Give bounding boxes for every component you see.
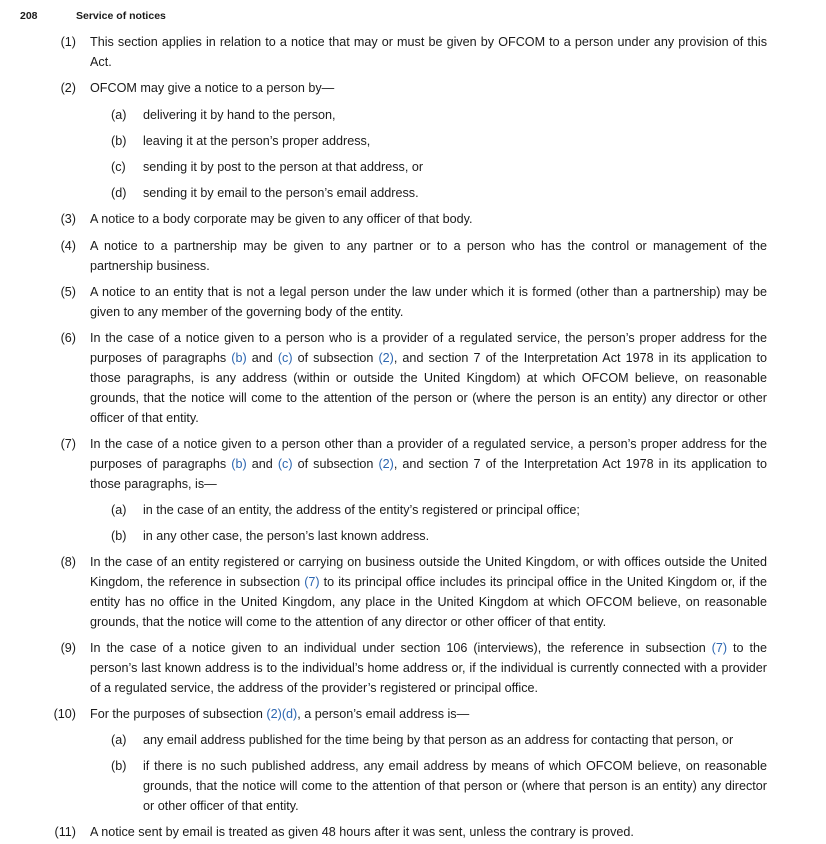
subsection-number: (4) xyxy=(60,239,76,253)
paragraph-text: sending it by post to the person at that address, or xyxy=(143,160,424,174)
cross-reference-link[interactable]: (b) xyxy=(231,351,247,365)
paragraph-label: (a) xyxy=(111,108,127,122)
subsection-text xyxy=(90,552,767,632)
subsection-number: (2) xyxy=(60,81,76,95)
subsection-text xyxy=(90,434,767,494)
section-title: Service of notices xyxy=(76,10,166,22)
text-run: to the person’s last known address is to the individual’s home address or, if the individual is currently connected with a provider of a regulated service, the address of the provider’s registered or principal office. xyxy=(90,641,767,695)
text-run: In the case of a notice given to an individual under section 106 (interviews), the reference in subsection xyxy=(90,641,712,655)
text-run: , a person’s email address is— xyxy=(297,707,470,721)
subsection-text xyxy=(90,704,767,724)
subsection-text: A notice to a partnership may be given to any partner or to a person who has the control or management of the partnership business. xyxy=(90,239,767,273)
subsection-text: A notice sent by email is treated as given 48 hours after it was sent, unless the contrary is proved. xyxy=(90,825,634,839)
cross-reference-link[interactable]: (c) xyxy=(277,351,293,365)
subsection-number: (3) xyxy=(60,212,76,226)
text-run: of subsection xyxy=(292,351,379,365)
subsection-number: (10) xyxy=(53,707,76,721)
paragraph-text: if there is no such published address, any email address by means of which OFCOM believe, on reasonable grounds, that the notice will come to the attention of that person or (where that person is an entity) any director or other officer of that entity. xyxy=(143,759,767,813)
paragraph-label: (a) xyxy=(111,503,127,517)
text-run: of subsection xyxy=(292,457,379,471)
subsection-number: (5) xyxy=(60,285,76,299)
subsection-number: (9) xyxy=(60,641,76,655)
section-number: 208 xyxy=(20,10,38,22)
subsection-number: (7) xyxy=(60,437,76,451)
cross-reference-link[interactable]: (7) xyxy=(711,641,728,655)
text-run: In the case of a notice given to a person who is a provider of a regulated service, the person’s proper address for the purposes of paragraphs xyxy=(90,331,767,365)
subsection-text: OFCOM may give a notice to a person by— xyxy=(90,81,335,95)
paragraph-label: (b) xyxy=(111,759,127,773)
subsection-number: (8) xyxy=(60,555,76,569)
paragraph-text: sending it by email to the person’s email address. xyxy=(143,186,419,200)
subsection-text xyxy=(90,638,767,698)
subsection-number: (6) xyxy=(60,331,76,345)
text-run: For the purposes of subsection xyxy=(90,707,267,721)
subsection-text: A notice to an entity that is not a legal person under the law under which it is formed (other than a partnership) may be given to any member of the governing body of the entity. xyxy=(90,285,767,319)
text-run: and xyxy=(246,351,278,365)
paragraph-text: delivering it by hand to the person, xyxy=(143,108,336,122)
cross-reference-link[interactable]: (b) xyxy=(231,457,247,471)
cross-reference-link[interactable]: (2) xyxy=(378,351,394,365)
paragraph-label: (d) xyxy=(111,186,127,200)
text-run: to its principal office includes its principal office in the United Kingdom or, if the entity has no office in the United Kingdom, any place in the United Kingdom at which OFCOM believe, on reasonable grounds, that the notice will come to the attention of any director or other officer of that entity. xyxy=(90,575,768,629)
paragraph-label: (a) xyxy=(111,733,127,747)
subsection-text xyxy=(90,328,767,428)
cross-reference-link[interactable]: (2)(d) xyxy=(266,707,298,721)
text-run: and xyxy=(246,457,278,471)
cross-reference-link[interactable]: (2) xyxy=(378,457,394,471)
text-run: , and section 7 of the Interpretation Act 1978 in its application to those paragraphs, is— xyxy=(90,457,767,491)
paragraph-text: leaving it at the person’s proper address, xyxy=(143,134,371,148)
subsection-number: (1) xyxy=(60,35,76,49)
paragraph-text: any email address published for the time being by that person as an address for contacting that person, or xyxy=(143,733,734,747)
subsection-number: (11) xyxy=(54,825,76,839)
text-run: , and section 7 of the Interpretation Act 1978 in its application to those paragraphs, is any address (within or outside the United Kingdom) at which OFCOM believe, on reasonable grounds, that the notice will come to the attention of the person or (where the person is an entity) any director or other officer of that entity. xyxy=(90,351,767,425)
paragraph-label: (c) xyxy=(111,160,126,174)
paragraph-label: (b) xyxy=(111,529,127,543)
paragraph-label: (b) xyxy=(111,134,127,148)
subsection-text: This section applies in relation to a notice that may or must be given by OFCOM to a person under any provision of this Act. xyxy=(90,35,767,69)
paragraph-text: in the case of an entity, the address of the entity’s registered or principal office; xyxy=(143,503,580,517)
text-run: In the case of an entity registered or carrying on business outside the United Kingdom, or with offices outside the United Kingdom, the reference in subsection xyxy=(90,555,767,589)
cross-reference-link[interactable]: (7) xyxy=(304,575,320,589)
paragraph-text: in any other case, the person’s last known address. xyxy=(143,529,430,543)
text-run: In the case of a notice given to a person other than a provider of a regulated service, a person’s proper address for the purposes of paragraphs xyxy=(90,437,767,471)
cross-reference-link[interactable]: (c) xyxy=(277,457,293,471)
subsection-text: A notice to a body corporate may be given to any officer of that body. xyxy=(90,212,473,226)
